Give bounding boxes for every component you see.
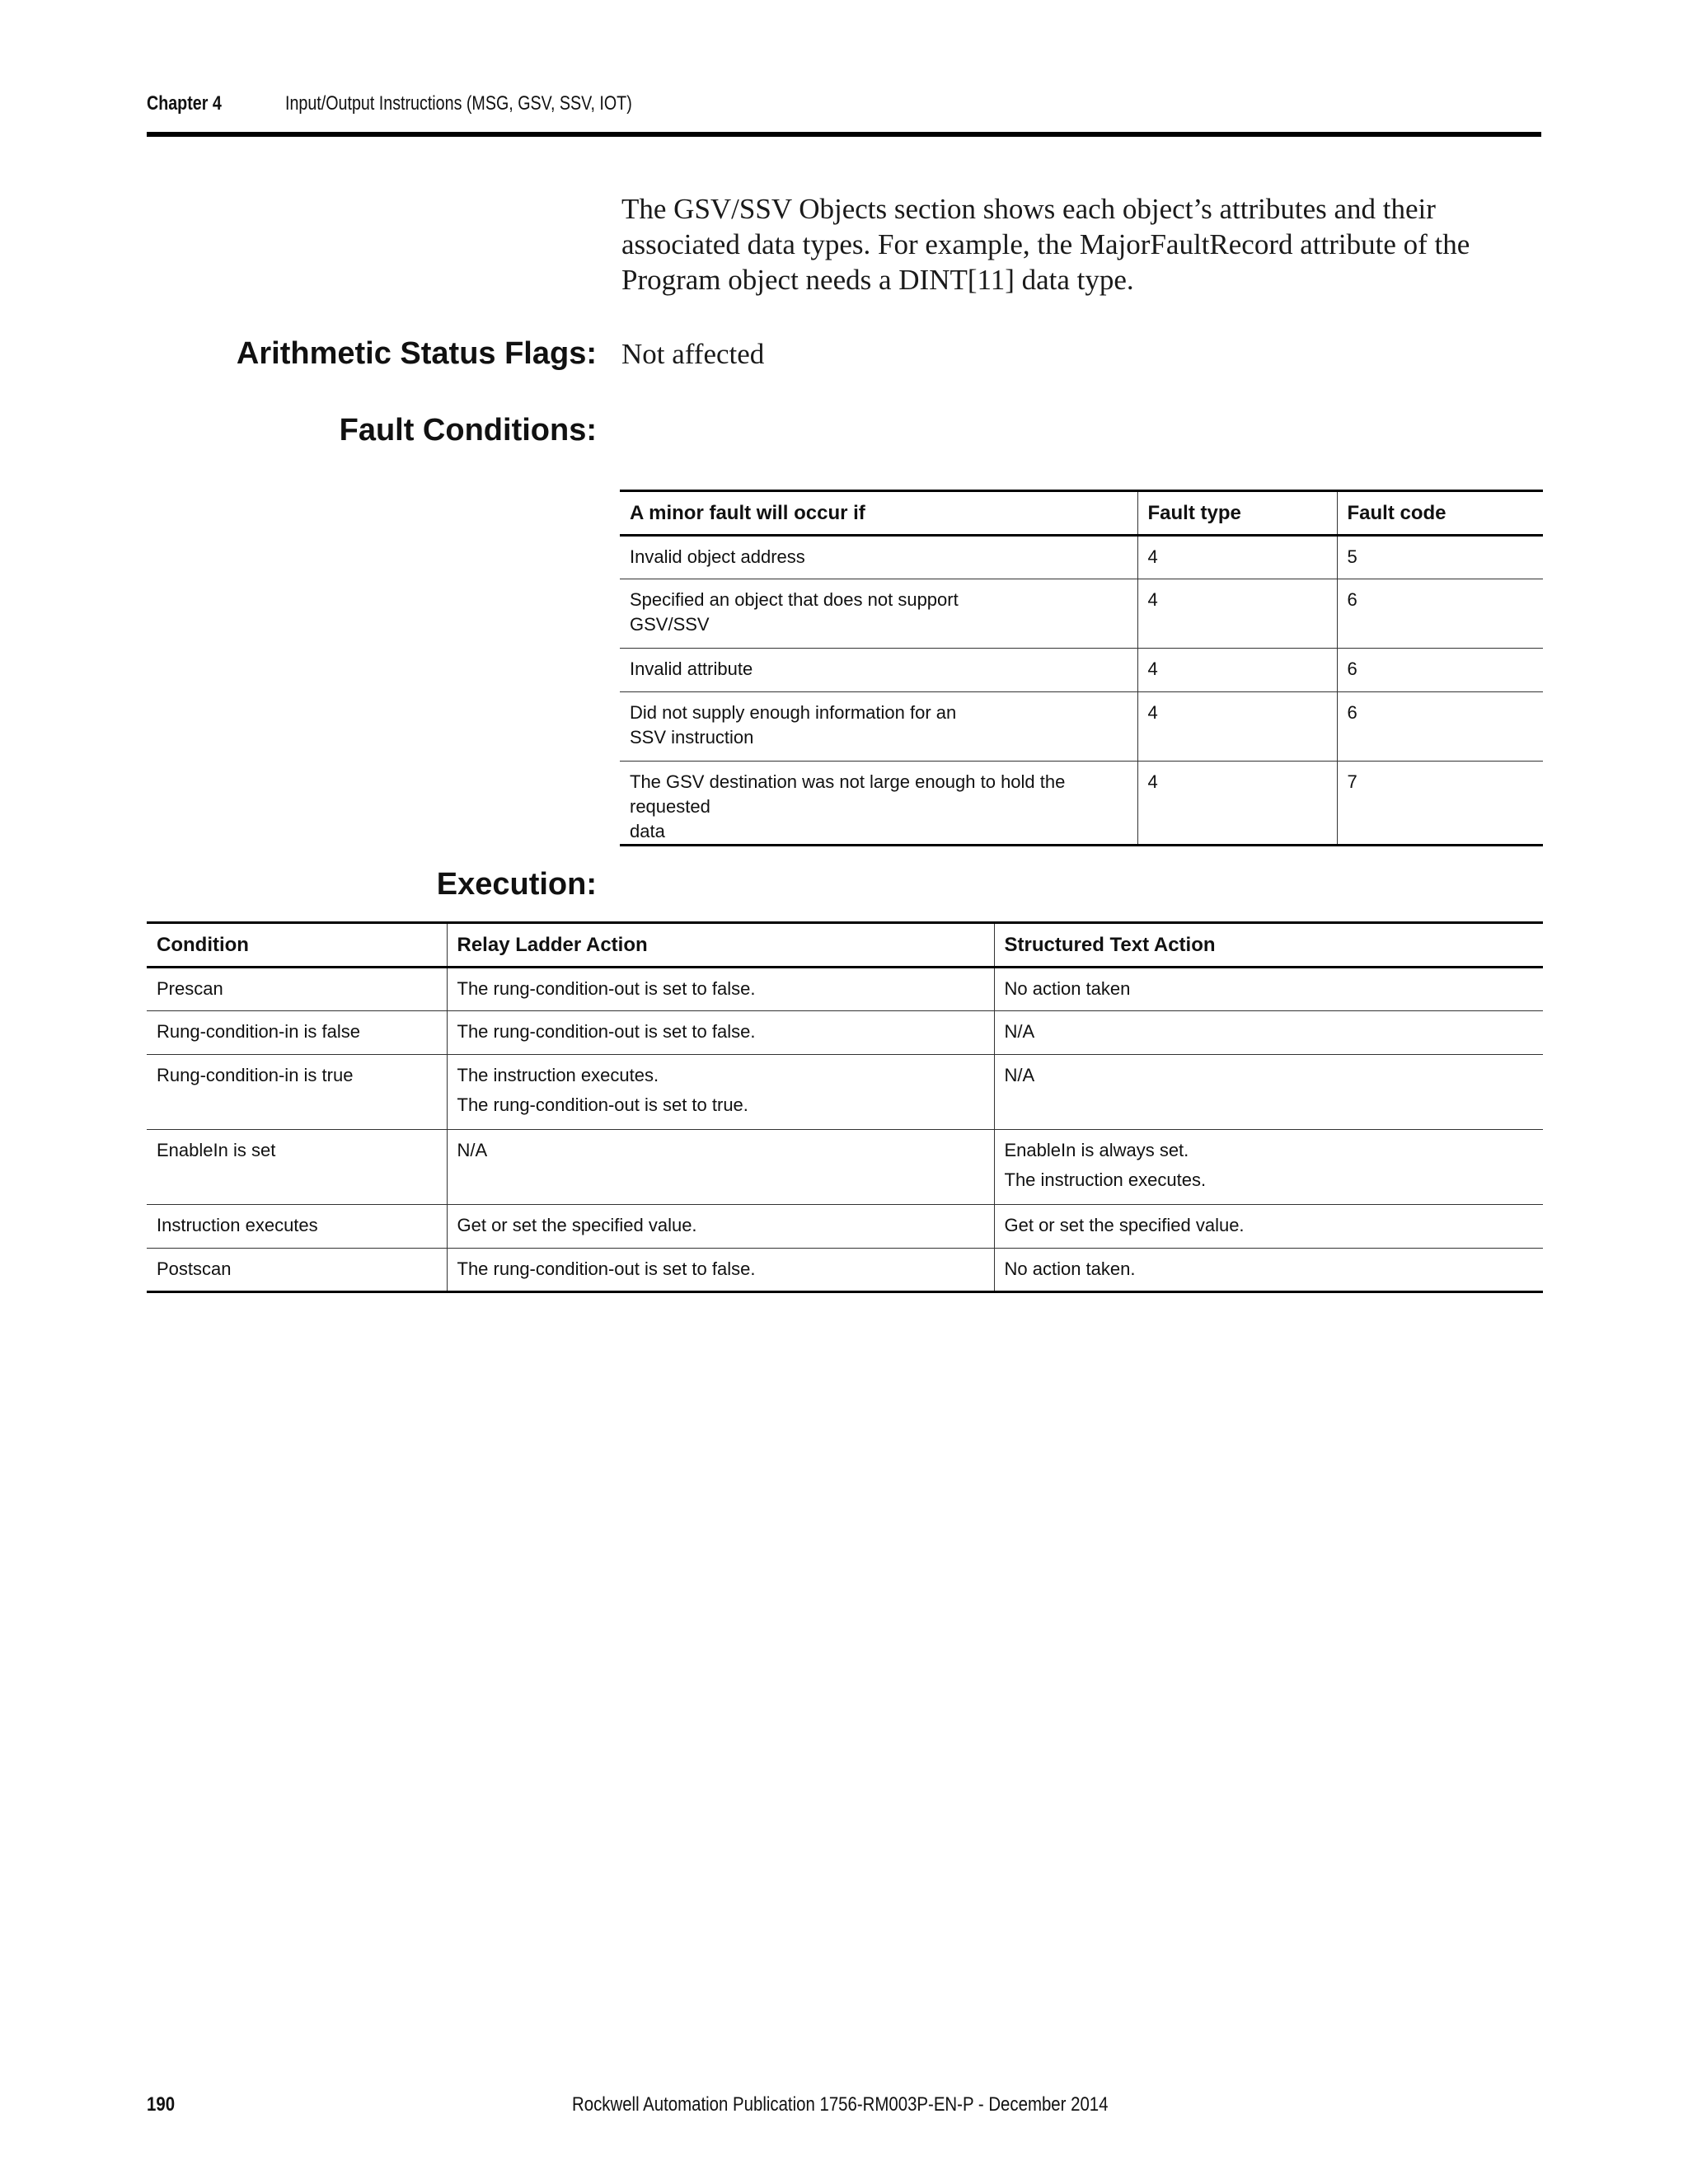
structured-text-cell <box>994 1055 1543 1130</box>
condition-cell: Instruction executes <box>147 1205 447 1249</box>
cell-line: EnableIn is always set. <box>1004 1140 1189 1160</box>
condition-cell: EnableIn is set <box>147 1130 447 1205</box>
structured-text-cell <box>994 1249 1543 1292</box>
chapter-label: Chapter 4 <box>147 92 222 115</box>
cell-line: Invalid object address <box>630 546 805 567</box>
cell-line: The instruction executes. <box>457 1065 659 1085</box>
fault-type-cell: 4 <box>1137 649 1337 692</box>
structured-text-cell <box>994 968 1543 1011</box>
cell-line: Specified an object that does not support <box>630 589 959 610</box>
cell-line: Did not supply enough information for an <box>630 702 957 723</box>
relay-ladder-cell <box>447 1130 994 1205</box>
fault-condition-cell <box>620 762 1137 846</box>
intro-paragraph: The GSV/SSV Objects section shows each object’s attributes and their associated data types. For example, the MajorFaultRecord attribute of the Program object needs a DINT[11] data type. <box>621 193 1470 296</box>
cell-line: No action taken. <box>1004 1258 1136 1279</box>
cell-line: The instruction executes. <box>1004 1169 1207 1190</box>
running-header <box>147 92 1541 137</box>
fault-condition-cell <box>620 579 1137 649</box>
cell-line: data <box>630 821 665 841</box>
table-row <box>620 762 1543 846</box>
cell-line: N/A <box>1004 1065 1035 1085</box>
table-row <box>147 1055 1543 1130</box>
cell-line: GSV/SSV <box>630 614 710 635</box>
fault-code-cell: 6 <box>1337 692 1543 762</box>
fault-code-cell: 5 <box>1337 536 1543 579</box>
fault-conditions-table <box>620 490 1543 846</box>
relay-ladder-cell <box>447 968 994 1011</box>
condition-cell: Rung-condition-in is true <box>147 1055 447 1130</box>
table-row <box>147 1249 1543 1292</box>
column-header-condition: A minor fault will occur if <box>620 491 1137 536</box>
column-header-fault-type: Fault type <box>1137 491 1337 536</box>
fault-condition-cell <box>620 536 1137 579</box>
table-row <box>147 1011 1543 1055</box>
cell-line: N/A <box>1004 1021 1035 1042</box>
cell-line: SSV instruction <box>630 727 754 748</box>
condition-cell: Postscan <box>147 1249 447 1292</box>
cell-line: N/A <box>457 1140 488 1160</box>
cell-line: The rung-condition-out is set to false. <box>457 978 756 999</box>
table-header-row <box>620 491 1543 536</box>
fault-condition-cell <box>620 649 1137 692</box>
chapter-title: Input/Output Instructions (MSG, GSV, SSV, IOT) <box>285 92 632 115</box>
table-header-row <box>147 923 1543 968</box>
cell-line: Get or set the specified value. <box>457 1215 697 1235</box>
table-row <box>147 1130 1543 1205</box>
cell-line: The rung-condition-out is set to true. <box>457 1094 748 1115</box>
structured-text-cell <box>994 1130 1543 1205</box>
structured-text-cell <box>994 1205 1543 1249</box>
fault-code-cell: 6 <box>1337 649 1543 692</box>
fault-type-cell: 4 <box>1137 692 1337 762</box>
column-header-fault-code: Fault code <box>1337 491 1543 536</box>
table-row <box>620 579 1543 649</box>
table-row <box>620 692 1543 762</box>
execution-table <box>147 921 1543 1293</box>
relay-ladder-cell <box>447 1249 994 1292</box>
execution-heading: Execution: <box>436 867 597 902</box>
arithmetic-status-flags-value: Not affected <box>621 338 765 370</box>
condition-cell: Rung-condition-in is false <box>147 1011 447 1055</box>
fault-type-cell: 4 <box>1137 762 1337 846</box>
publication-footer: Rockwell Automation Publication 1756-RM003P-EN-P - December 2014 <box>572 2093 1109 2116</box>
table-row <box>147 968 1543 1011</box>
fault-type-cell: 4 <box>1137 579 1337 649</box>
table-row <box>147 1205 1543 1249</box>
relay-ladder-cell <box>447 1205 994 1249</box>
cell-line: Invalid attribute <box>630 658 753 679</box>
fault-condition-cell <box>620 692 1137 762</box>
cell-line: The rung-condition-out is set to false. <box>457 1258 756 1279</box>
cell-line: No action taken <box>1004 978 1131 999</box>
page-number: 190 <box>147 2093 176 2116</box>
cell-line: The rung-condition-out is set to false. <box>457 1021 756 1042</box>
fault-conditions-heading: Fault Conditions: <box>339 413 597 448</box>
condition-cell: Prescan <box>147 968 447 1011</box>
fault-code-cell: 6 <box>1337 579 1543 649</box>
column-header-condition: Condition <box>147 923 447 968</box>
relay-ladder-cell <box>447 1055 994 1130</box>
arithmetic-status-flags-heading: Arithmetic Status Flags: <box>236 336 597 371</box>
cell-line: The GSV destination was not large enough to hold the requested <box>630 771 1066 817</box>
structured-text-cell <box>994 1011 1543 1055</box>
table-row <box>620 649 1543 692</box>
relay-ladder-cell <box>447 1011 994 1055</box>
column-header-relay-ladder-action: Relay Ladder Action <box>447 923 994 968</box>
column-header-structured-text-action: Structured Text Action <box>994 923 1543 968</box>
table-row <box>620 536 1543 579</box>
fault-code-cell: 7 <box>1337 762 1543 846</box>
cell-line: Get or set the specified value. <box>1004 1215 1245 1235</box>
fault-type-cell: 4 <box>1137 536 1337 579</box>
